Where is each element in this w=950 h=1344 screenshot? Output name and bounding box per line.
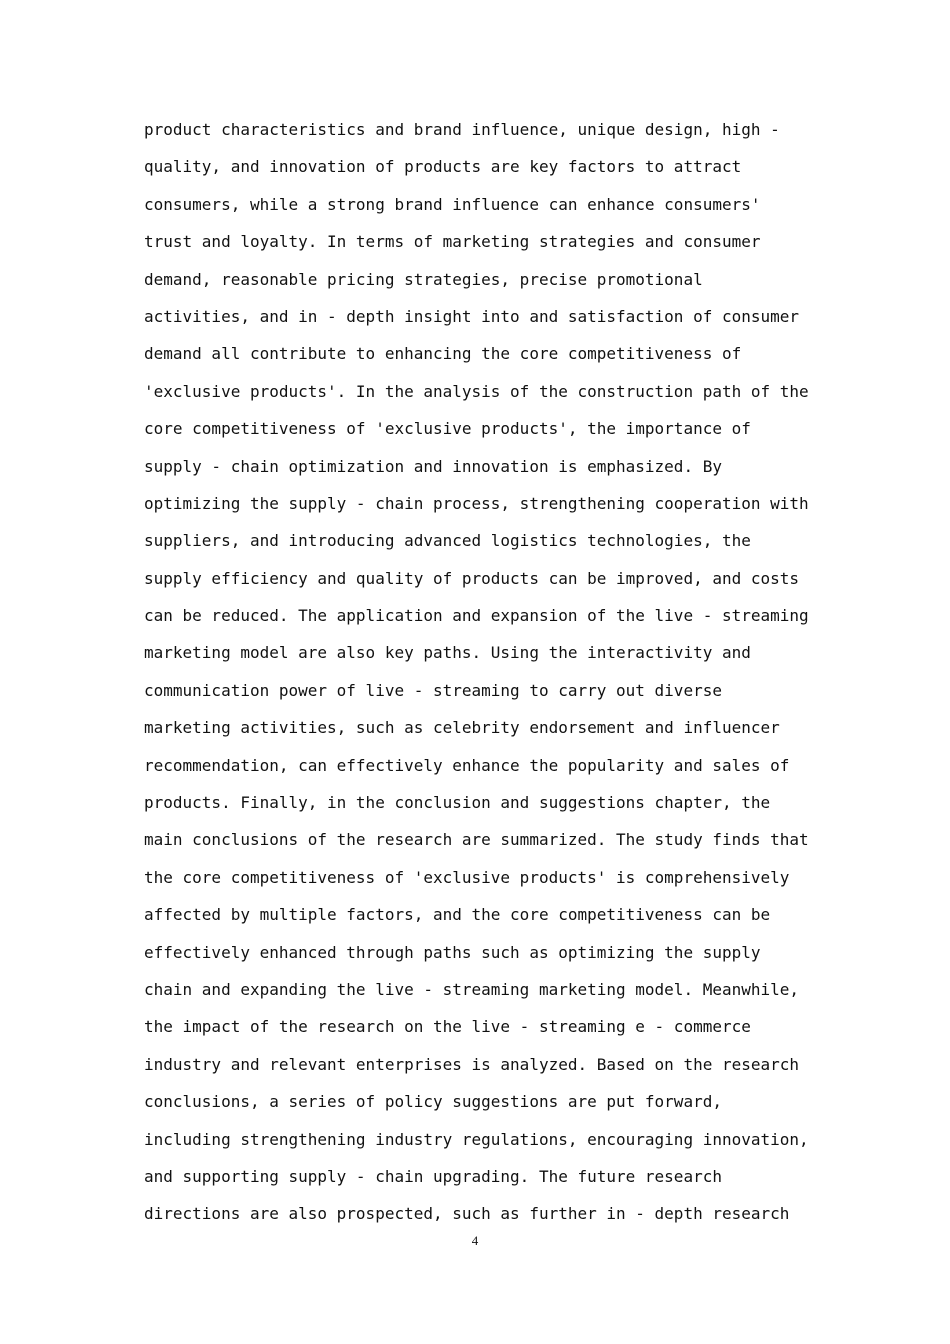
- text-line: conclusions, a series of policy suggestions are put forward,: [144, 1092, 722, 1112]
- text-line: supply - chain optimization and innovation is emphasized. By: [144, 456, 722, 476]
- text-line: communication power of live - streaming to carry out diverse: [144, 680, 722, 700]
- text-line: suppliers, and introducing advanced logistics technologies, the: [144, 531, 751, 551]
- text-line: chain and expanding the live - streaming marketing model. Meanwhile,: [144, 979, 800, 999]
- text-line: main conclusions of the research are summarized. The study finds that: [144, 830, 809, 850]
- body-text: [144, 111, 824, 1233]
- text-line: product characteristics and brand influence, unique design, high -: [144, 120, 780, 139]
- text-line: can be reduced. The application and expansion of the live - streaming: [144, 606, 809, 626]
- text-line: products. Finally, in the conclusion and suggestions chapter, the: [144, 793, 771, 813]
- text-line: consumers, while a strong brand influence can enhance consumers': [144, 194, 761, 214]
- text-line: demand, reasonable pricing strategies, precise promotional: [144, 269, 703, 289]
- text-line: the core competitiveness of 'exclusive products' is comprehensively: [144, 867, 790, 887]
- text-line: demand all contribute to enhancing the core competitiveness of: [144, 344, 742, 364]
- text-line: supply efficiency and quality of products can be improved, and costs: [144, 568, 800, 588]
- text-line: the impact of the research on the live - streaming e - commerce: [144, 1017, 751, 1037]
- text-line: affected by multiple factors, and the core competitiveness can be: [144, 905, 771, 925]
- text-line: optimizing the supply - chain process, strengthening cooperation with: [144, 493, 809, 513]
- text-line: core competitiveness of 'exclusive products', the importance of: [144, 419, 751, 439]
- text-line: recommendation, can effectively enhance the popularity and sales of: [144, 755, 790, 775]
- text-line: effectively enhanced through paths such as optimizing the supply: [144, 942, 761, 962]
- text-line: marketing activities, such as celebrity endorsement and influencer: [144, 718, 780, 738]
- text-line: quality, and innovation of products are key factors to attract: [144, 157, 742, 177]
- text-line: 'exclusive products'. In the analysis of the construction path of the: [144, 381, 809, 401]
- text-line: marketing model are also key paths. Using the interactivity and: [144, 643, 751, 663]
- text-line: directions are also prospected, such as further in - depth research: [144, 1204, 790, 1224]
- text-line: including strengthening industry regulations, encouraging innovation,: [144, 1129, 809, 1149]
- text-line: trust and loyalty. In terms of marketing strategies and consumer: [144, 232, 761, 252]
- text-line: activities, and in - depth insight into and satisfaction of consumer: [144, 306, 800, 326]
- text-line: and supporting supply - chain upgrading. The future research: [144, 1166, 722, 1186]
- text-line: industry and relevant enterprises is analyzed. Based on the research: [144, 1054, 800, 1074]
- page-number: 4: [471, 1233, 479, 1248]
